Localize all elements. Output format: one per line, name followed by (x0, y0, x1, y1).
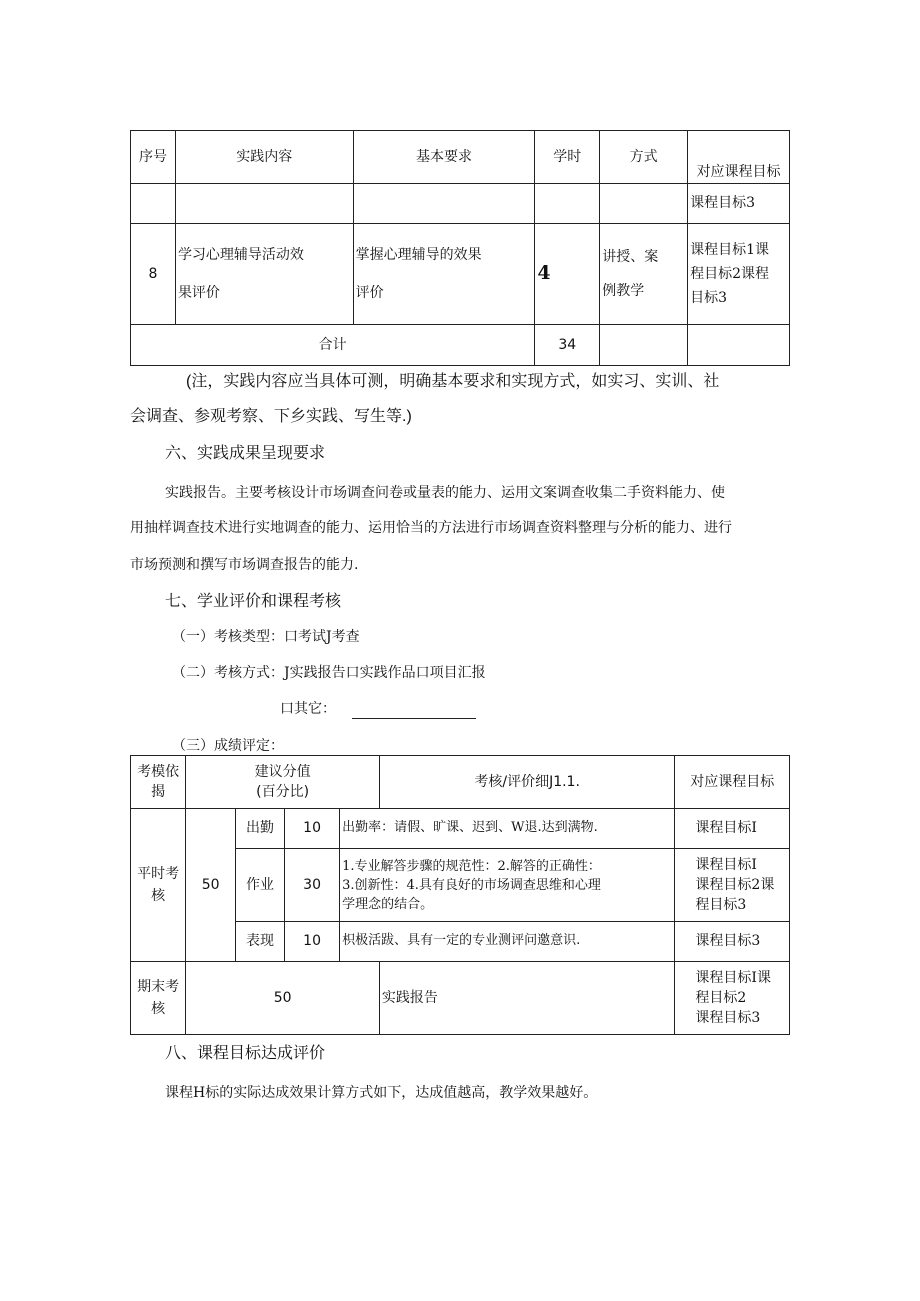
row-hours (535, 224, 600, 325)
item-target-line: 课程目标I (695, 857, 757, 873)
table-cell (175, 184, 353, 224)
item-score: 10 (285, 809, 340, 849)
row-target (688, 224, 790, 325)
final-detail: 实践报告 (379, 962, 675, 1035)
practice-content-table (130, 130, 790, 366)
total-hours: 34 (535, 325, 600, 366)
item-score: 10 (285, 922, 340, 962)
item-detail-line: 学理念的结合。 (342, 896, 434, 912)
item-detail: 出勤率：请假、旷课、迟到、W退.达到满物. (340, 809, 675, 849)
header-weight-line: (百分比) (256, 784, 310, 800)
table-row (131, 809, 790, 849)
paragraph-line: 实践报告。主要考核设计市场调查问卷或量表的能力、运用文案调查收集二手资料能力、使 (165, 485, 725, 501)
item-target (675, 849, 790, 922)
header-basis: 考模依揭 (131, 756, 186, 809)
assessment-other (280, 699, 476, 719)
header-no: 序号 (131, 131, 176, 184)
regular-weight: 50 (186, 809, 236, 962)
table-header-row (131, 756, 790, 809)
item-target: 课程目标I (675, 809, 790, 849)
row-content (175, 224, 353, 325)
row-no: 8 (131, 224, 176, 325)
table-cell (131, 184, 176, 224)
table-cell (600, 184, 688, 224)
item-detail-line: 1.专业解答步骤的规范性：2.解答的正确性： (342, 858, 601, 874)
header-hours: 学时 (535, 131, 600, 184)
item-score: 30 (285, 849, 340, 922)
final-target-line: 程目标2 (695, 990, 747, 1006)
header-weight (186, 756, 380, 809)
row-target-line: 课程目标1课 (690, 242, 770, 258)
row-target-line: 程目标2课程 (690, 266, 770, 282)
assessment-method: （二）考核方式：J实践报告口实践作品口项目汇报 (172, 665, 486, 681)
row-method (600, 224, 688, 325)
header-detail: 考核/评价细J1.1. (379, 756, 675, 809)
item-target-line: 程目标3 (695, 897, 747, 913)
final-target (675, 962, 790, 1035)
section-heading: 八、课程目标达成评价 (165, 1045, 326, 1062)
table-row (131, 224, 790, 325)
item-target-line: 课程目标2课 (695, 877, 775, 893)
row-method-line: 例教学 (602, 283, 645, 299)
table-header-row (131, 131, 790, 184)
row-method-line: 讲授、案 (602, 249, 659, 265)
final-target-line: 课程目标I课 (695, 970, 771, 986)
header-requirements: 基本要求 (353, 131, 535, 184)
header-method: 方式 (600, 131, 688, 184)
table-cell (600, 325, 688, 366)
item-target: 课程目标3 (675, 922, 790, 962)
assessment-other-label: 口其它： (280, 701, 336, 717)
paragraph-line: 用抽样调查技术进行实地调查的能力、运用恰当的方法进行市场调查资料整理与分析的能力、进行 (130, 520, 732, 536)
row-content-line: 学习心理辅导活动效 (177, 247, 304, 263)
table-row (131, 962, 790, 1035)
item-name: 表现 (235, 922, 284, 962)
paragraph-line: 课程H标的实际达成效果计算方式如下，达成值越高，教学效果越好。 (165, 1085, 598, 1101)
table-cell (688, 325, 790, 366)
header-target: 对应课程目标 (675, 756, 790, 809)
paragraph-line: 市场预测和撰写市场调查报告的能力. (130, 557, 359, 573)
total-label: 合计 (131, 325, 535, 366)
note-line: 会调查、参观考察、下乡实践、写生等.) (130, 408, 412, 425)
table-cell (353, 184, 535, 224)
regular-label: 平时考核 (131, 809, 186, 962)
section-heading: 七、学业评价和课程考核 (165, 593, 342, 610)
row-req-line: 掌握心理辅导的效果 (355, 247, 482, 263)
total-row (131, 325, 790, 366)
row-req-line: 评价 (355, 285, 384, 301)
header-target: 对应课程目标 (688, 131, 790, 184)
item-name: 作业 (235, 849, 284, 922)
final-label: 期末考核 (131, 962, 186, 1035)
item-detail: 枳极活跋、具有一定的专业测评问邀意识. (340, 922, 675, 962)
row-content-line: 果评价 (177, 285, 220, 301)
target-cell: 课程目标3 (688, 184, 790, 224)
section-heading: 六、实践成果呈现要求 (165, 445, 326, 462)
table-row (131, 184, 790, 224)
row-hours-value: 4 (537, 262, 551, 285)
grade-heading: （三）成绩评定： (172, 738, 284, 754)
note-line: (注，实践内容应当具体可测，明确基本要求和实现方式，如实习、实训、社 (186, 373, 720, 390)
header-weight-line: 建议分值 (254, 763, 311, 780)
final-weight: 50 (186, 962, 380, 1035)
assessment-type: （一）考核类型：口考试J考查 (172, 629, 360, 645)
final-target-line: 课程目标3 (695, 1010, 761, 1026)
grading-table (130, 755, 790, 1035)
row-target-line: 目标3 (690, 290, 728, 306)
item-name: 出勤 (235, 809, 284, 849)
header-content: 实践内容 (175, 131, 353, 184)
table-cell (535, 184, 600, 224)
other-blank-line (352, 702, 476, 719)
row-requirements (353, 224, 535, 325)
item-detail-line: 3.创新性：4.具有良好的市场调查思维和心理 (342, 877, 601, 893)
item-detail (340, 849, 675, 922)
